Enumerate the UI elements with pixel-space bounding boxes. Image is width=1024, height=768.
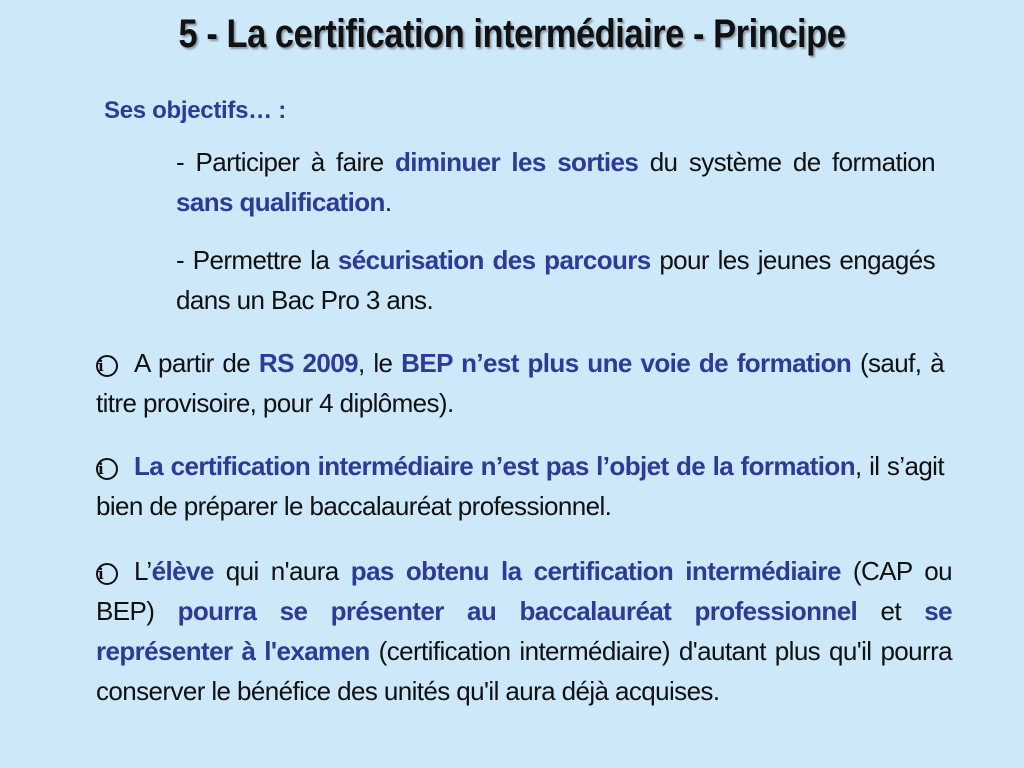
info-2-text-1: , il s’agit bien de préparer le baccalauréat professionnel. <box>96 451 944 521</box>
objective-1-highlight-1: diminuer les sorties <box>395 147 639 177</box>
info-1-highlight-2: BEP n’est plus une voie de formation <box>401 348 852 378</box>
objective-2-text-start: - Permettre la <box>176 245 338 275</box>
info-3-highlight-4: se représenter à l'examen <box>96 596 952 666</box>
info-icon: i <box>96 458 118 480</box>
info-3-text-3: (CAP ou BEP) <box>96 556 952 626</box>
info-3-text-5: (certification intermédiaire) d'autant plus qu'il pourra conserver le bénéfice des unités qu'il aura déjà acquises. <box>96 636 953 706</box>
info-1-text-2: , le <box>358 348 402 378</box>
info-3-text-2: qui n'aura <box>213 556 351 586</box>
info-note-1 <box>96 343 944 423</box>
objective-2-text-end: pour les jeunes engagés dans un Bac Pro 3 ans. <box>176 245 935 315</box>
slide-title: 5 - La certification intermédiaire - Principe <box>178 12 846 56</box>
objective-1-text-middle: du système de formation <box>638 147 935 177</box>
objective-1-highlight-2: sans qualification <box>176 187 385 217</box>
info-1-text-1: A partir de <box>134 348 259 378</box>
info-3-highlight-3: pourra se présenter au baccalauréat professionnel <box>177 596 858 626</box>
info-icon: i <box>96 355 118 377</box>
info-3-highlight-1: élève <box>151 556 214 586</box>
info-3-text-4: et <box>857 596 925 626</box>
objective-item-1 <box>176 142 935 222</box>
info-note-3 <box>96 551 952 711</box>
info-3-text-1: L’ <box>134 556 152 586</box>
info-2-highlight-1: La certification intermédiaire n’est pas l’objet de la formation <box>134 451 855 481</box>
info-3-highlight-2: pas obtenu la certification intermédiaire <box>350 556 841 586</box>
objective-1-text-start: - Participer à faire <box>176 147 396 177</box>
info-icon: i <box>96 563 118 585</box>
objective-2-highlight-1: sécurisation des parcours <box>337 245 651 275</box>
objective-item-2 <box>176 240 935 320</box>
info-note-2 <box>96 446 944 526</box>
objectives-heading: Ses objectifs… : <box>104 97 286 124</box>
info-1-highlight-1: RS 2009 <box>258 348 358 378</box>
objective-1-text-end: . <box>384 187 392 217</box>
info-1-text-3: (sauf, à titre provisoire, pour 4 diplômes). <box>96 348 944 418</box>
